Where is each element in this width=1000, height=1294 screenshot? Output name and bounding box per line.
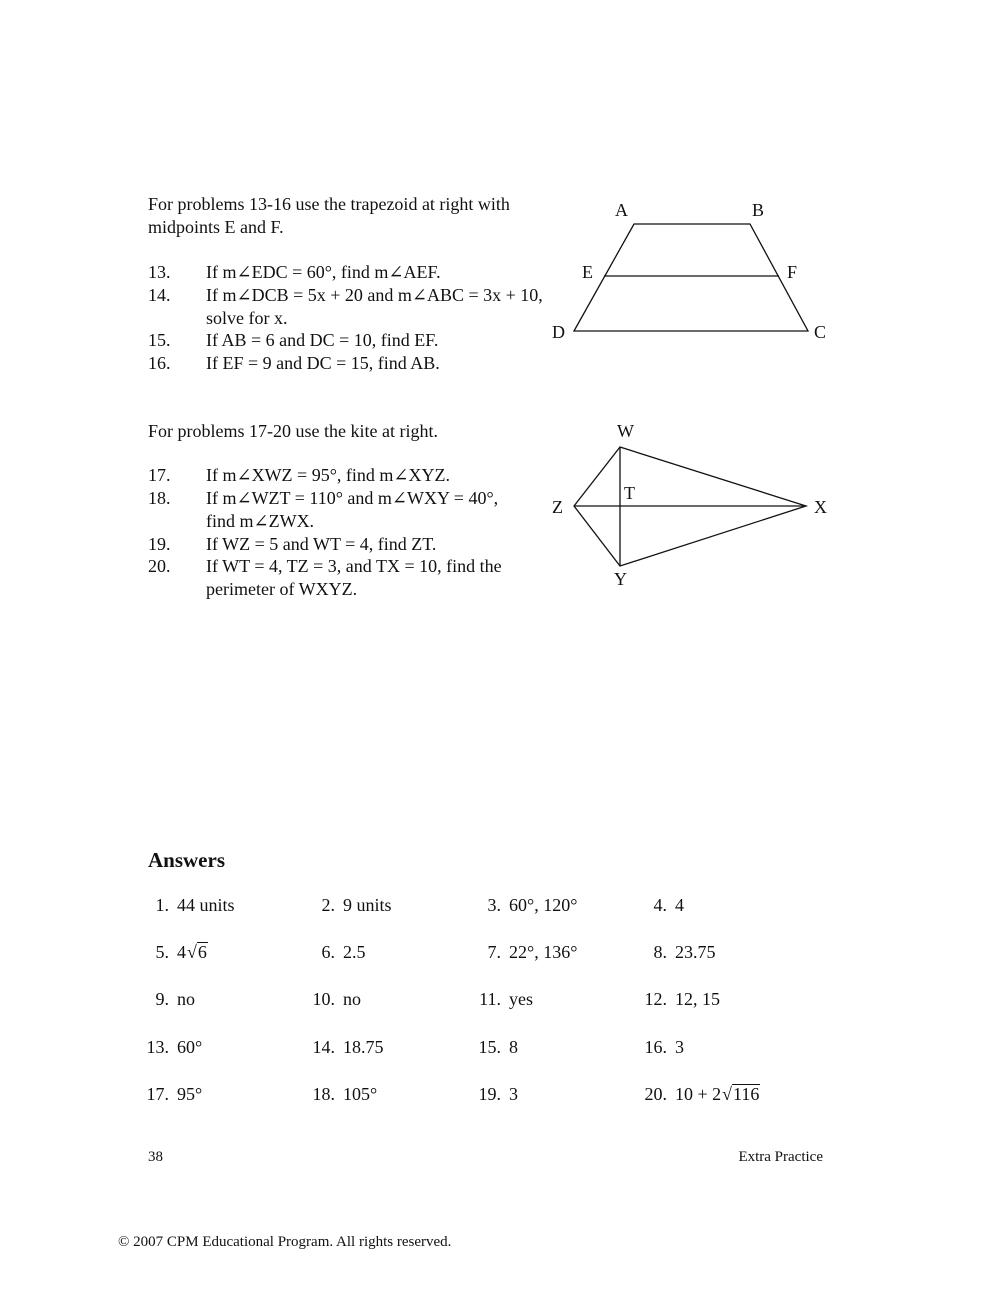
intersection-label-t: T (624, 483, 635, 503)
problem-14 (148, 284, 543, 307)
problem-number: 13. (148, 262, 171, 282)
answer-value: yes (509, 989, 533, 1009)
answer-number: 11. (479, 989, 501, 1009)
section-name: Extra Practice (738, 1149, 823, 1165)
answer-number: 18. (312, 1084, 335, 1104)
answer-number: 19. (478, 1084, 501, 1104)
trapezoid-outline (574, 224, 808, 331)
problem-text: If m∠DCB = 5x + 20 and m∠ABC = 3x + 10, (206, 285, 543, 305)
problem-text: If WZ = 5 and WT = 4, find ZT. (206, 534, 437, 554)
answer-value: 4 (675, 895, 684, 915)
answer-number: 1. (155, 895, 169, 915)
problem-text: If EF = 9 and DC = 15, find AB. (206, 353, 440, 373)
square-root-icon: √ (187, 942, 197, 962)
copyright-notice: © 2007 CPM Educational Program. All rights reserved. (118, 1234, 452, 1250)
problem-15 (148, 329, 438, 352)
answer-number: 12. (644, 989, 667, 1009)
answer-number: 5. (155, 942, 169, 962)
problem-16 (148, 352, 440, 375)
answer-number: 10. (312, 989, 335, 1009)
section1-intro-line1: For problems 13-16 use the trapezoid at right with (148, 194, 510, 214)
answer-number: 7. (487, 942, 501, 962)
vertex-label-x: X (814, 497, 827, 517)
problem-20 (148, 555, 502, 578)
answer-number: 17. (146, 1084, 169, 1104)
problem-13 (148, 261, 441, 284)
answer-item (468, 942, 577, 963)
answer-item (136, 1084, 202, 1105)
answer-number: 14. (312, 1037, 335, 1057)
answers-heading: Answers (148, 848, 225, 872)
vertex-label-b: B (752, 200, 765, 220)
answer-item (302, 1084, 377, 1105)
answer-number: 20. (644, 1084, 667, 1104)
answer-value: 9 units (343, 895, 392, 915)
answer-item (634, 989, 720, 1010)
problem-number: 14. (148, 285, 171, 305)
answer-value: 23.75 (675, 942, 716, 962)
answer-coefficient: 4 (177, 942, 186, 962)
answer-number: 4. (653, 895, 667, 915)
answer-item (302, 1037, 384, 1058)
kite-diagram (540, 415, 840, 595)
problem-text: If m∠EDC = 60°, find m∠AEF. (206, 262, 441, 282)
answer-number: 2. (321, 895, 335, 915)
answer-item (136, 989, 195, 1010)
problem-text: If AB = 6 and DC = 10, find EF. (206, 330, 439, 350)
answer-value: 2.5 (343, 942, 366, 962)
problem-number: 15. (148, 330, 171, 350)
problem-17 (148, 464, 450, 487)
problem-number: 18. (148, 488, 171, 508)
answer-number: 15. (478, 1037, 501, 1057)
answer-coefficient: 10 + 2 (675, 1084, 722, 1104)
answer-value: 105° (343, 1084, 378, 1104)
answer-number: 8. (653, 942, 667, 962)
trapezoid-diagram (540, 195, 840, 355)
answer-value: 44 units (177, 895, 235, 915)
problem-18 (148, 487, 498, 510)
problem-text: If m∠WZT = 110° and m∠WXY = 40°, (206, 488, 499, 508)
answer-value: 3 (675, 1037, 684, 1057)
answer-number: 13. (146, 1037, 169, 1057)
answer-item (302, 989, 361, 1010)
answer-value: no (343, 989, 361, 1009)
section2-intro: For problems 17-20 use the kite at right. (148, 421, 438, 441)
answer-item (136, 895, 235, 916)
problem-19 (148, 533, 436, 556)
square-root-icon: √ (722, 1084, 733, 1104)
answer-value: 60° (177, 1037, 203, 1057)
problem-text: If WT = 4, TZ = 3, and TX = 10, find the (206, 556, 502, 576)
problem-14-continued: solve for x. (206, 308, 288, 328)
answer-item (634, 1084, 760, 1105)
answer-radicand: 116 (733, 1084, 760, 1104)
vertex-label-d: D (552, 322, 565, 342)
vertex-label-c: C (814, 322, 827, 342)
answer-number: 16. (644, 1037, 667, 1057)
midpoint-label-f: F (787, 262, 798, 282)
section1-intro-line2: midpoints E and F. (148, 217, 284, 237)
answer-item (468, 895, 577, 916)
answer-number: 6. (321, 942, 335, 962)
problem-number: 17. (148, 465, 171, 485)
answer-item (302, 895, 392, 916)
problem-20-continued: perimeter of WXYZ. (206, 579, 358, 599)
answer-item (136, 1037, 202, 1058)
answer-item (136, 942, 208, 963)
answer-value: 8 (509, 1037, 518, 1057)
answer-item (302, 942, 366, 963)
answer-number: 3. (487, 895, 501, 915)
problem-number: 20. (148, 556, 171, 576)
problem-number: 19. (148, 534, 171, 554)
answer-value: 12, 15 (675, 989, 720, 1009)
vertex-label-w: W (617, 421, 634, 441)
page-number: 38 (148, 1149, 163, 1165)
answer-number: 9. (155, 989, 169, 1009)
answer-value: 95° (177, 1084, 203, 1104)
vertex-label-a: A (615, 200, 628, 220)
problem-text: If m∠XWZ = 95°, find m∠XYZ. (206, 465, 450, 485)
answer-item (634, 942, 716, 963)
answer-value: 18.75 (343, 1037, 384, 1057)
answer-item (468, 1037, 518, 1058)
vertex-label-y: Y (614, 569, 627, 589)
problem-18-continued: find m∠ZWX. (206, 511, 315, 531)
answer-value: 60°, 120° (509, 895, 578, 915)
midpoint-label-e: E (582, 262, 593, 282)
answer-item (468, 1084, 518, 1105)
vertex-label-z: Z (552, 497, 563, 517)
problem-number: 16. (148, 353, 171, 373)
answer-radicand: 6 (197, 942, 207, 962)
answer-item (634, 895, 684, 916)
answer-item (634, 1037, 684, 1058)
answer-value: no (177, 989, 195, 1009)
answer-item (468, 989, 533, 1010)
answer-value: 22°, 136° (509, 942, 578, 962)
answer-value: 3 (509, 1084, 518, 1104)
